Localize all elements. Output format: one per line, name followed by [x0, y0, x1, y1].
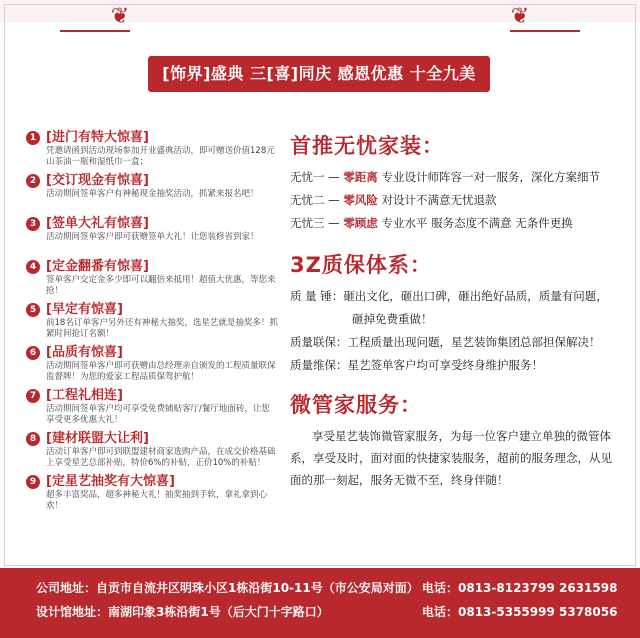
- promo-description: 活动期间签单客户即可获赠签单大礼！让您装修省到家！: [46, 232, 259, 242]
- worry-free-title: 首推无忧家装：: [290, 134, 444, 158]
- quality-joint-text: 工程质量出现问题，星艺装饰集团总部担保解决！: [347, 335, 601, 349]
- worry-free-tag: 零风险: [343, 193, 378, 207]
- promo-number-badge: 9: [26, 475, 40, 489]
- promo-title: [建材联盟大让利]: [46, 431, 149, 446]
- quality-maint-line: [290, 354, 620, 377]
- promo-number-badge: 2: [26, 174, 40, 188]
- worry-free-item: 无忧三 — 零顾虑 专业水平 服务态度不满意 无条件更换: [290, 216, 573, 230]
- worry-free-item: 无忧二 — 零风险 对设计不满意无忧退款: [290, 193, 497, 207]
- left-ornament-icon: ❦: [110, 4, 130, 29]
- quality-maint-label: 质量维保：: [290, 358, 348, 372]
- quality-hammer-line-2: 砸掉免费重做！: [352, 312, 433, 326]
- promo-item: [26, 302, 278, 345]
- promo-description: 凭邀请函到活动现场参加开业盛典活动，即可赠送价值128元山茶油一瓶和湿纸巾一盒；: [46, 146, 275, 167]
- promo-number-badge: 8: [26, 432, 40, 446]
- worry-free-tag: 零顾虑: [343, 216, 378, 230]
- company-address: 公司地址：自贡市自流井区明珠小区1栋沿街10-11号（市公安局对面）: [36, 581, 419, 595]
- butler-description: 享受星艺装饰微管家服务，为每一位客户建立单独的微管体系，享受及时，面对面的快捷家装服务，超前的服务理念，从见面的那一刻起，服务无微不至，终身伴随！: [290, 429, 612, 487]
- promo-number-badge: 5: [26, 303, 40, 317]
- quality-hammer-text: 砸出文化，砸出口碑，砸出绝好品质，质量有问题，: [343, 289, 608, 303]
- promo-number-badge: 1: [26, 131, 40, 145]
- worry-free-item: 无忧一 — 零距离 专业设计师阵容一对一服务，深化方案细节: [290, 170, 600, 184]
- worry-free-label: 无忧一: [290, 170, 325, 184]
- promotion-list: [26, 130, 278, 517]
- promo-description: 签单客户交定金多少即可以翻倍来抵用！超值大优惠，等您来抢！: [46, 275, 276, 296]
- design-hall-phone: 电话：0813-5355999 5378056: [422, 605, 618, 619]
- promo-description: 活动期间签单客户均可享受免费铺贴客厅/餐厅地面砖，让您享受更多优惠大礼！: [46, 404, 270, 425]
- promo-title: [工程礼相连]: [46, 388, 123, 403]
- right-ornament-icon: ❦: [510, 4, 530, 29]
- promo-item: [26, 259, 278, 302]
- promo-item: [26, 474, 278, 517]
- quality-hammer-line: [290, 285, 620, 308]
- promo-item: [26, 216, 278, 259]
- quality-joint-line: [290, 331, 620, 354]
- guarantee-title: 3Z质保体系：: [290, 253, 432, 277]
- promo-title: [早定有惊喜]: [46, 302, 123, 317]
- promo-item: [26, 130, 278, 173]
- promo-number-badge: 6: [26, 346, 40, 360]
- services-panel: [290, 132, 620, 491]
- promo-title: [定星艺抽奖有大惊喜]: [46, 474, 175, 489]
- quality-hammer-label: 质 量 锤：: [290, 289, 344, 303]
- promo-title: [品质有惊喜]: [46, 345, 123, 360]
- promo-item: [26, 388, 278, 431]
- promo-description: 前18名订单客户另外还有神秘大抽奖，选星艺就是抽奖多！抓紧时间抢订名额！: [46, 318, 278, 339]
- promo-number-badge: 3: [26, 217, 40, 231]
- worry-free-tag: 零距离: [343, 170, 378, 184]
- contact-footer: [0, 568, 640, 638]
- worry-free-text: 对设计不满意无忧退款: [381, 193, 497, 207]
- promo-description: 超多丰富奖品，超多神秘大礼！抽奖抽到手软，拿礼拿到心欢！: [46, 490, 268, 511]
- promo-item: [26, 345, 278, 388]
- promo-item: [26, 431, 278, 474]
- promo-description: 活动订单客户即可到联盟建材商家选购产品，在成交价格基础上享受星艺总部补贴，特价6%的补贴，正价10%的补贴！: [46, 447, 276, 468]
- butler-title: 微管家服务：: [290, 393, 422, 417]
- worry-free-text: 专业水平 服务态度不满意 无条件更换: [381, 216, 573, 230]
- worry-free-label: 无忧三: [290, 216, 325, 230]
- promo-title: [进门有特大惊喜]: [46, 130, 149, 145]
- promo-description: 活动期间签单客户有神秘现金抽奖活动，抓紧来报名吧！: [46, 189, 259, 199]
- promo-title: [签单大礼有惊喜]: [46, 216, 149, 231]
- worry-free-text: 专业设计师阵容一对一服务，深化方案细节: [381, 170, 600, 184]
- promo-title: [定金翻番有惊喜]: [46, 259, 149, 274]
- promo-number-badge: 7: [26, 389, 40, 403]
- promo-number-badge: 4: [26, 260, 40, 274]
- quality-maint-text: 星艺签单客户均可享受终身维护服务！: [347, 358, 543, 372]
- promo-description: 活动期间签单客户即可获赠由总经理亲自颁发的工程质量联保监督牌！为您的爱家工程品质保驾护航！: [46, 361, 276, 382]
- headline-banner: [饰界]盛典 三[喜]同庆 感恩优惠 十全九美: [148, 56, 490, 92]
- worry-free-label: 无忧二: [290, 193, 325, 207]
- company-phone: 电话：0813-8123799 2631598: [422, 581, 618, 595]
- worry-free-list: [290, 166, 620, 235]
- quality-joint-label: 质量联保：: [290, 335, 348, 349]
- promo-title: [交订现金有惊喜]: [46, 173, 149, 188]
- design-hall-address: 设计馆地址：南湖印象3栋沿街1号（后大门十字路口）: [36, 605, 329, 619]
- promo-item: [26, 173, 278, 216]
